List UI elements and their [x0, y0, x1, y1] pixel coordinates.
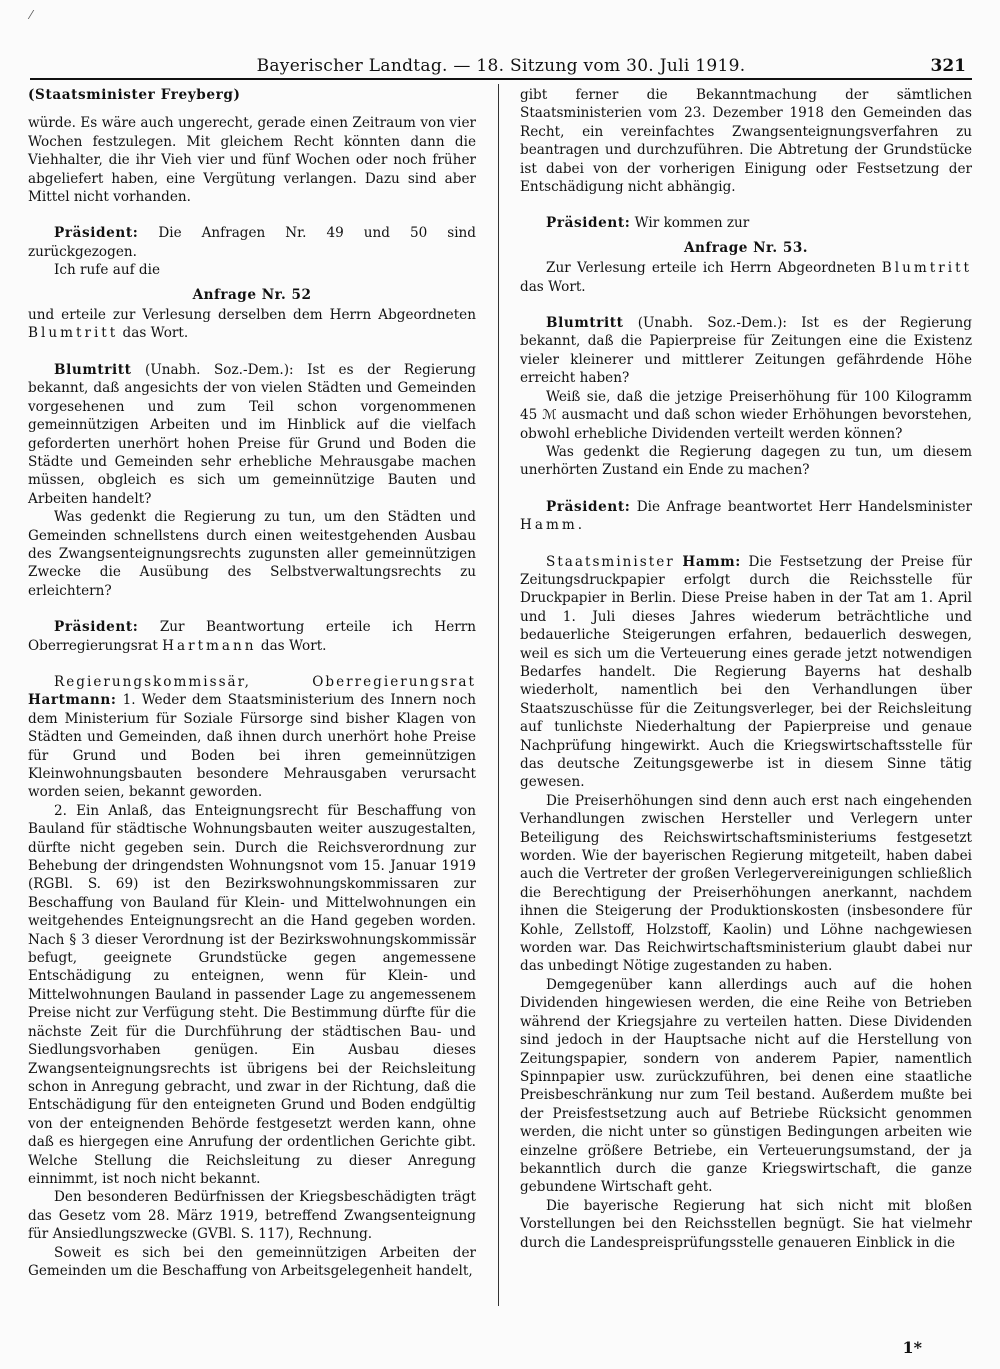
right-column — [520, 86, 972, 1252]
section-heading: Anfrage Nr. 53. — [683, 239, 809, 256]
paragraph: gibt ferner die Bekanntmachung der sämtlichen Staatsministerien vom 23. Dezember 1918 den Gemeinden das Recht, ein vereinfachtes Zwangsenteignungsverfahren zu beantragen und durchzuführen. Die Abtretung der Grundstücke ist dabei von der vorherigen Einigung oder Festsetzung der Entschädigung nicht abhängig. — [520, 87, 972, 196]
party-label: (Unabh. Soz.-Dem.): — [637, 315, 787, 332]
person-name: Hartmann — [162, 637, 257, 654]
paragraph — [520, 314, 972, 388]
spacer — [520, 480, 972, 498]
left-column — [28, 86, 476, 1280]
signature-mark: 1* — [902, 1338, 922, 1357]
paragraph — [28, 618, 476, 655]
paragraph: Was gedenkt die Regierung zu tun, um den Städten und Gemeinden schnellstens durch einen weitestgehenden Ausbau des Zwangsenteignungsrechts zugunsten aller gemeinnützigen Zwecke die Ausübung des Selbstverwaltungsrechts zu erleichtern? — [28, 509, 476, 599]
paragraph: Demgegenüber kann allerdings auch auf die hohen Dividenden hingewiesen werden, die eine Reihe von Betrieben während der Kriegsjahre zu verteilen hatten. Diese Dividenden sind jedoch in der Hauptsache nicht auf die Herstellung von Zeitungspapier, sondern von anderem Papier, namentlich Spinnpapier usw. zurückzuführen, bei denen eine staatliche Preisbeschränkung nur zum Teil bestand. Außerdem mußte bei der Preisfestsetzung auch auf Betriebe Rücksicht genommen werden, die nicht unter so günstigen Bedingungen arbeiten wie einzelne größere Betriebe, ein Verteuerungsumstand, der ja bekanntlich durch die ganze Kriegswirtschaft, die ganze gebundene Wirtschaft geht. — [520, 976, 972, 1196]
person-name: Hamm. — [520, 517, 586, 534]
paragraph-text: Ist es der Regierung bekannt, daß angesichts der von vielen Städten und Gemeinden vorgesehenen und zum Teil schon vorgenommenen gemeinnützigen Arbeiten und im Hinblick auf die vielfach geforderten unerhört hohen Preise für Grund und Boden die Städte und Gemeinden sehr erhebliche Mehrausgabe machen müssen, obgleich es sich um gemeinnützige Bauten und Arbeiten handelt? — [28, 361, 476, 507]
spacer — [28, 343, 476, 361]
paragraph: würde. Es wäre auch ungerecht, gerade einen Zeitraum von vier Wochen festzulegen. Mit gleichem Recht könnten dann die Viehhalter, die ihr Vieh vier und fünf Wochen oder noch früher abgeliefert haben, eine Vergütung verlangen. Dazu sind aber Mittel nicht vorhanden. — [28, 115, 476, 206]
paragraph — [520, 214, 972, 232]
paragraph-text: Zur Beantwortung erteile ich Herrn Oberregierungsrat — [28, 619, 476, 654]
spacer — [28, 600, 476, 618]
spacer — [28, 206, 476, 224]
paragraph — [520, 553, 972, 792]
paragraph — [28, 306, 476, 343]
paragraph-text: das Wort. — [260, 637, 327, 654]
spacer — [520, 296, 972, 314]
speaker-name: Hamm: — [682, 553, 741, 570]
paragraph-text: das Wort. — [122, 325, 189, 342]
speaker-name: Hartmann: — [28, 692, 117, 709]
paragraph: 2. Ein Anlaß, das Enteignungsrecht für Beschaffung von Bauland für städtische Wohnungsbauten weiter auszugestalten, dürfte nicht gegeben sein. Durch die Reichsverordnung zur Behebung der dringendsten Wohnungsnot vom 15. Januar 1919 (RGBl. S. 69) ist den Bezirkswohnungskommissaren zur Beschaffung von Bauland für Klein- und Mittelwohnungen ein weitgehendes Enteignungsrecht an die Hand gegeben worden. Nach § 3 dieser Verordnung ist der Bezirkswohnungskommissär befugt, geeignete Grundstücke gegen angemessene Entschädigung zu enteignen, wenn für Klein- und Mittelwohnungen Bauland in passender Lage zu angemessenem Preise nicht zur Verfügung steht. Die Bestimmung dürfte für die nächste Zeit für die Durchführung der städtischen Bau- und Siedlungsvorhaben genügen. Ein Ausbau dieses Zwangsenteignungsrechts ist übrigens bei der Reichsleitung schon in Anregung gebracht, und zwar in der Richtung, daß die Entschädigung für den enteigneten Grund und Boden endgültig von der enteignenden Behörde festgesetzt werden kann, ohne daß es hiergegen eine Anrufung der ordentlichen Gerichte gibt. Welche Stellung die Reichsleitung zu dieser Anregung einnimmt, ist noch nicht bekannt. — [28, 802, 476, 1187]
speaker-name: Präsident: — [546, 498, 631, 515]
paragraph — [28, 673, 476, 802]
paragraph-text: das Wort. — [520, 278, 586, 295]
paragraph-text: Ist es der Regierung bekannt, daß die Papierpreise für Zeitungen eine die Existenz vieler kleinerer und mittlerer Zeitungen gefährdende Höhe erreicht haben? — [520, 315, 973, 387]
paragraph-text: Wir kommen zur — [634, 215, 750, 232]
page-header-title: Bayerischer Landtag. — 18. Sitzung vom 30. Juli 1919. — [256, 56, 746, 76]
paragraph — [28, 361, 476, 508]
section-heading: Anfrage Nr. 52 — [192, 286, 312, 303]
person-name: Blumtritt — [881, 260, 972, 277]
spacer — [520, 535, 972, 553]
party-label: (Unabh. Soz.-Dem.): — [145, 361, 294, 378]
paragraph-text: Die Anfragen Nr. 49 und 50 sind zurückgezogen. — [28, 225, 476, 260]
paragraph-text: 1. Weder dem Staatsministerium des Innern noch dem Ministerium für Soziale Fürsorge sind bisher Klagen von Städten und Gemeinden, daß ihnen durch unerhört hohe Preise für Grund und Boden bei ihren gemeinnützigen Kleinwohnungsbauten besondere Mehrausgaben verursacht worden seien, bekannt geworden. — [28, 692, 476, 801]
paragraph: Soweit es sich bei den gemeinnützigen Arbeiten der Gemeinden um die Beschaffung von Arbeitsgelegenheit handelt, — [28, 1244, 476, 1279]
paragraph: Weiß sie, daß die jetzige Preiserhöhung für 100 Kilogramm 45 ℳ ausmacht und daß schon wieder Erhöhungen bevorstehen, obwohl erhebliche Dividenden verteilt werden können? — [520, 388, 972, 442]
paragraph — [520, 498, 972, 535]
speaker-name: Blumtritt — [54, 361, 132, 378]
spacer — [28, 104, 476, 114]
paragraph — [28, 224, 476, 261]
paragraph: Ich rufe auf die — [54, 262, 161, 279]
paragraph-text: Zur Verlesung erteile ich Herrn Abgeordneten — [546, 260, 876, 277]
page-number: 321 — [930, 56, 966, 76]
speaker-name: (Staatsminister Freyberg) — [28, 87, 241, 103]
paragraph-text: und erteile zur Verlesung derselben dem Herrn Abgeordneten — [28, 307, 476, 324]
corner-mark: ⁄ — [30, 8, 33, 22]
paragraph: Den besonderen Bedürfnissen der Kriegsbeschädigten trägt das Gesetz vom 28. März 1919, betreffend Zwangsenteignung für Ansiedlungszwecke (GVBl. S. 117), Rechnung. — [28, 1189, 476, 1243]
paragraph: Was gedenkt die Regierung dagegen zu tun, um diesem unerhörten Zustand ein Ende zu machen? — [520, 443, 972, 479]
speaker-role: Regierungskommissär, Oberregierungsrat — [54, 673, 476, 690]
speaker-name: Präsident: — [54, 225, 139, 242]
paragraph-text: Die Festsetzung der Preise für Zeitungsdruckpapier erfolgt durch die Reichsstelle für Druckpapier in Berlin. Diese Preise haben in der Tat am 1. April und 1. Juli dieses Jahres wiederum beträchtliche und bedauerliche Steigerungen erfahren, bedauerlich deswegen, weil es sich um die Verteuerung eines gerade jetzt notwendigen Bedarfes handelt. Die Regierung Bayerns hat deshalb wiederholt, namentlich bei den Verhandlungen über Staatszuschüsse für die Zeitungsverleger, bei der Reichsleitung auf tunlichste Niederhaltung der Papierpreise und genaue Nachprüfung hingewirkt. Auch die Kriegswirtschaftsstelle für das deutsche Zeitungsgewerbe ist in diesem Sinne tätig gewesen. — [520, 553, 972, 791]
spacer — [520, 196, 972, 214]
paragraph: Die Preiserhöhungen sind denn auch erst nach eingehenden Verhandlungen zwischen Hersteller und Verlegern unter Beteiligung des Reichswirtschaftsministeriums festgesetzt worden. Wie der bayerischen Regierung mitgeteilt, haben dabei auch die Vertreter der großen Verlegervereinigungen schließlich die Berechtigung der Preiserhöhungen anerkannt, nachdem ihnen die Steigerung der Produktionskosten (insbesondere für Kohle, Zellstoff, Holzstoff, Kaolin) und Löhne nachgewiesen worden war. Das Reichwirtschaftsministerium glaubt dabei nur das unbedingt Nötige zugestanden zu haben. — [520, 792, 972, 975]
person-name: Blumtritt — [28, 325, 119, 342]
paragraph: Die bayerische Regierung hat sich nicht mit bloßen Vorstellungen bei den Reichsstellen begnügt. Sie hat vielmehr durch die Landespreisprüfungsstelle genaueren Einblick in die — [520, 1197, 972, 1251]
speaker-role: Staatsminister — [546, 553, 675, 570]
speaker-name: Blumtritt — [546, 315, 624, 332]
speaker-name: Präsident: — [546, 215, 631, 232]
speaker-continuation — [28, 86, 476, 104]
speaker-name: Präsident: — [54, 619, 139, 636]
paragraph — [520, 259, 972, 296]
page-header — [30, 52, 972, 78]
header-rule — [30, 78, 972, 80]
paragraph-text: Die Anfrage beantwortet Herr Handelsminister — [636, 498, 973, 515]
spacer — [28, 655, 476, 673]
column-divider — [498, 84, 499, 1306]
